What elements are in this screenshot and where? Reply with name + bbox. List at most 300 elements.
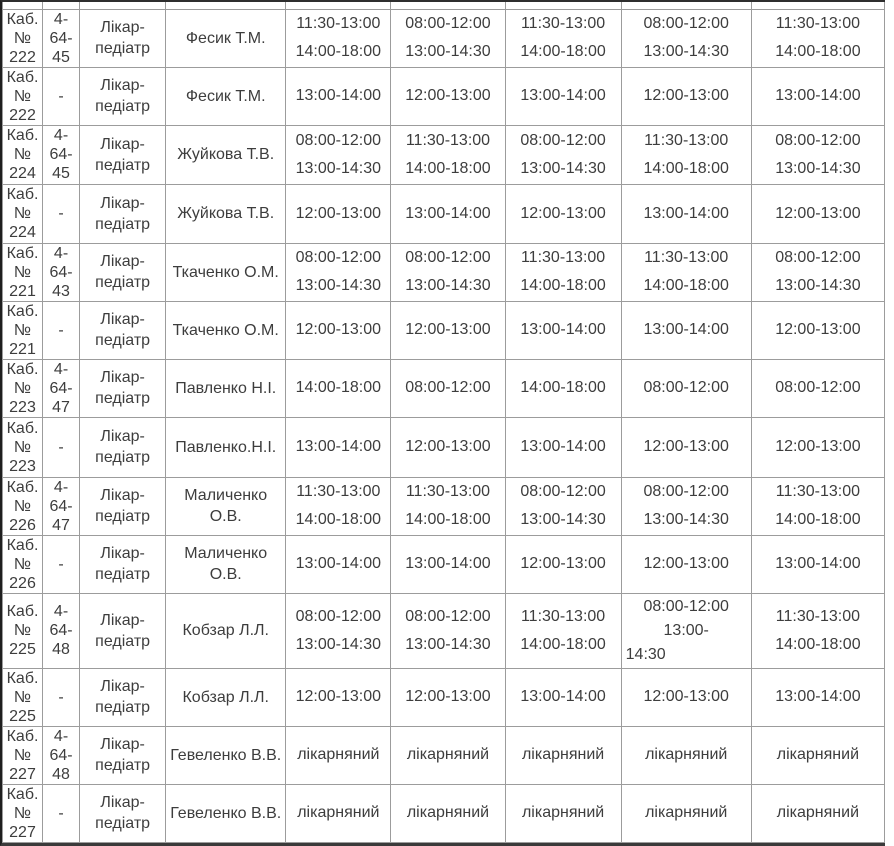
cabinet-cell-text: Каб.: [6, 785, 39, 803]
cabinet-cell-text: 225: [9, 707, 36, 725]
time-cell: [621, 359, 751, 417]
time-cell: [391, 125, 505, 184]
time-cell: [751, 125, 884, 184]
time-cell-text: 08:00-12:00: [295, 131, 382, 149]
time-cell: [751, 668, 884, 726]
cabinet-cell-text: 221: [9, 282, 36, 300]
cabinet-cell-text: 224: [9, 224, 36, 241]
time-cell: [621, 477, 751, 535]
table-row: [3, 243, 885, 301]
time-cell-text: 12:00-13:00: [295, 688, 382, 705]
position-cell-text: педіатр: [95, 757, 151, 774]
cabinet-cell-text: 225: [9, 641, 36, 658]
time-cell-text: 13:00-14:00: [775, 555, 861, 572]
phone-cell: [43, 535, 80, 593]
time-cell-text: 08:00-12:00: [520, 483, 606, 500]
cabinet-cell: [3, 784, 43, 842]
time-cell-text: 14:00-18:00: [295, 43, 382, 60]
time-cell-text: 13:00-14:00: [520, 438, 606, 455]
cabinet-cell: [3, 593, 43, 668]
position-cell: [80, 184, 166, 243]
cabinet-cell-text: Каб.: [6, 302, 39, 320]
phone-cell-text: -: [58, 87, 64, 105]
cabinet-cell-text: Каб.: [6, 727, 39, 745]
table-row: [3, 184, 885, 243]
position-cell-text: Лікар-: [100, 794, 145, 811]
position-cell-text: Лікар-: [100, 194, 145, 212]
time-cell: [286, 726, 391, 784]
cabinet-cell: [3, 359, 43, 417]
position-cell-text: педіатр: [95, 390, 151, 407]
time-cell: [391, 184, 505, 243]
cabinet-cell: [3, 243, 43, 301]
table-row: [3, 535, 885, 593]
cropped-cell: [3, 2, 43, 9]
table-row: [3, 125, 885, 184]
time-cell-text: 11:30-13:00: [520, 15, 606, 32]
doctor-cell: [166, 726, 286, 784]
doctor-cell: [166, 184, 286, 243]
phone-cell-text: -: [58, 321, 64, 339]
position-cell-text: Лікар-: [100, 428, 145, 445]
time-cell: [391, 9, 505, 67]
time-cell-text: 14:00-18:00: [520, 379, 606, 396]
phone-cell-text: -: [58, 438, 64, 456]
phone-cell-text: 64-: [49, 146, 73, 163]
time-cell-text: 11:30-13:00: [296, 483, 381, 500]
time-cell: [751, 535, 884, 593]
phone-cell: [43, 477, 80, 535]
time-cell: [391, 668, 505, 726]
position-cell: [80, 9, 166, 67]
phone-cell-text: 64-: [49, 29, 73, 47]
cabinet-cell: [3, 726, 43, 784]
cabinet-cell-text: №: [13, 321, 32, 339]
cabinet-cell-text: 226: [9, 574, 36, 592]
phone-cell-text: 4-: [53, 244, 69, 262]
position-cell-text: Лікар-: [100, 311, 145, 328]
cabinet-cell-text: Каб.: [6, 244, 39, 262]
time-cell: [751, 477, 884, 535]
doctor-cell-text: Гевеленко В.В.: [170, 746, 282, 764]
time-cell-text: 08:00-12:00: [405, 15, 491, 32]
time-cell-text: лікарняний: [297, 804, 380, 821]
time-cell: [286, 359, 391, 417]
position-cell-text: педіатр: [95, 332, 151, 349]
time-cell-text: 14:00-18:00: [520, 635, 606, 653]
phone-cell-text: 64-: [49, 622, 73, 639]
cabinet-cell-text: №: [13, 379, 32, 397]
time-cell-text: 13:00-14:00: [775, 87, 861, 104]
cabinet-cell-text: 227: [9, 765, 36, 783]
time-cell-text: 13:00-14:00: [295, 555, 382, 572]
phone-cell-text: 47: [52, 516, 70, 534]
position-cell: [80, 668, 166, 726]
position-cell-text: Лікар-: [100, 545, 145, 562]
cabinet-cell-text: Каб.: [6, 186, 39, 203]
cabinet-cell-text: №: [13, 804, 32, 822]
time-cell-text: 08:00-12:00: [775, 379, 861, 396]
phone-cell-text: 64-: [49, 497, 73, 515]
time-cell-text: 12:00-13:00: [520, 555, 606, 572]
position-cell: [80, 359, 166, 417]
schedule-table: [2, 2, 885, 843]
table-row: [3, 726, 885, 784]
time-cell-text: 13:00-14:30: [520, 159, 606, 177]
cabinet-cell-text: 223: [9, 457, 36, 475]
position-cell-text: Лікар-: [100, 253, 145, 270]
doctor-cell: [166, 9, 286, 67]
cabinet-cell-text: Каб.: [6, 603, 39, 620]
cabinet-cell-text: №: [13, 29, 32, 47]
time-cell-text: 08:00-12:00: [643, 15, 729, 32]
doctor-cell-text: Фесик Т.М.: [185, 29, 266, 47]
time-cell-text: 08:00-12:00: [295, 607, 382, 625]
time-cell-text: 13:00-14:00: [643, 204, 729, 222]
table-row: [3, 477, 885, 535]
time-cell: [505, 417, 621, 477]
table-row: [3, 9, 885, 67]
position-cell-text: педіатр: [95, 699, 151, 716]
time-cell: [751, 417, 884, 477]
time-cell-text: 12:00-13:00: [295, 204, 382, 222]
time-cell-text: 08:00-12:00: [643, 379, 729, 396]
time-cell-text: 13:00-14:00: [520, 87, 606, 104]
cabinet-cell: [3, 535, 43, 593]
doctor-cell-text: Ткаченко О.М.: [172, 321, 279, 339]
cabinet-cell: [3, 301, 43, 359]
time-cell-text: лікарняний: [521, 746, 605, 763]
time-cell: [505, 9, 621, 67]
cabinet-cell-text: Каб.: [6, 10, 39, 28]
table-row: [3, 67, 885, 125]
phone-cell: [43, 9, 80, 67]
time-cell: [621, 593, 751, 668]
position-cell: [80, 477, 166, 535]
time-cell-text: 13:00-14:30: [405, 43, 491, 60]
phone-cell: [43, 726, 80, 784]
doctor-cell-text: Жуйкова Т.В.: [177, 146, 275, 163]
time-cell-text: 13:00-14:30: [643, 43, 729, 60]
phone-cell-text: 64-: [49, 263, 73, 281]
time-cell-text: лікарняний: [645, 804, 728, 821]
time-cell: [621, 726, 751, 784]
table-row: [3, 784, 885, 842]
phone-cell: [43, 243, 80, 301]
table-row: [3, 301, 885, 359]
doctor-cell-text: Фесик Т.М.: [185, 87, 266, 105]
time-cell: [505, 593, 621, 668]
cabinet-cell-text: №: [13, 87, 32, 105]
phone-cell-text: 48: [52, 641, 70, 658]
cropped-cell: [391, 2, 505, 9]
cabinet-cell-text: 222: [9, 106, 36, 124]
time-cell-text: 13:00-14:00: [405, 555, 491, 572]
doctor-cell-text: О.В.: [209, 508, 242, 525]
doctor-cell: [166, 125, 286, 184]
time-cell: [286, 417, 391, 477]
time-cell: [505, 243, 621, 301]
doctor-cell-text: Маличенко: [184, 487, 268, 504]
phone-cell-text: -: [58, 688, 64, 706]
doctor-cell: [166, 417, 286, 477]
doctor-cell: [166, 359, 286, 417]
cabinet-cell-text: Каб.: [6, 68, 39, 86]
cropped-cell: [621, 2, 751, 9]
time-cell-text: 12:00-13:00: [405, 438, 491, 455]
time-cell: [391, 535, 505, 593]
time-cell-text: 13:00-14:00: [775, 688, 861, 705]
doctor-cell-text: Кобзар Л.Л.: [182, 622, 269, 639]
phone-cell-text: 64-: [49, 746, 73, 764]
cropped-cell: [43, 2, 80, 9]
cabinet-cell: [3, 417, 43, 477]
time-cell-text: 11:30-13:00: [296, 15, 381, 32]
time-cell-text: 12:00-13:00: [520, 204, 606, 222]
time-cell-text: 13:00-14:30: [775, 159, 861, 177]
doctor-cell: [166, 535, 286, 593]
time-cell-text: 11:30-13:00: [775, 15, 860, 32]
time-cell: [391, 359, 505, 417]
time-cell: [505, 301, 621, 359]
time-cell-text: 14:00-18:00: [775, 511, 861, 528]
time-cell-text: 13:00-14:00: [295, 438, 382, 455]
cabinet-cell-text: №: [13, 205, 32, 222]
phone-cell-text: 4-: [53, 10, 69, 28]
time-cell-text: 13:00-14:30: [643, 511, 729, 528]
time-cell-text: 14:00-18:00: [775, 635, 861, 653]
cabinet-cell: [3, 9, 43, 67]
time-cell: [751, 301, 884, 359]
time-cell: [505, 67, 621, 125]
time-cell: [621, 535, 751, 593]
time-cell-text: 13:00-14:30: [775, 277, 861, 294]
position-cell: [80, 243, 166, 301]
time-cell: [505, 184, 621, 243]
doctor-cell: [166, 301, 286, 359]
time-cell: [621, 784, 751, 842]
phone-cell-text: 4-: [53, 360, 69, 378]
time-cell: [621, 301, 751, 359]
position-cell-text: Лікар-: [100, 19, 145, 36]
phone-cell: [43, 125, 80, 184]
position-cell: [80, 125, 166, 184]
cropped-cell: [166, 2, 286, 9]
cropped-cell: [751, 2, 884, 9]
time-cell: [505, 125, 621, 184]
cabinet-cell-text: 222: [9, 48, 36, 66]
phone-cell: [43, 67, 80, 125]
time-cell-text: лікарняний: [406, 804, 490, 821]
time-cell-text: 13:00-14:30: [295, 159, 382, 177]
position-cell: [80, 67, 166, 125]
cropped-cell: [505, 2, 621, 9]
time-cell-text: 11:30-13:00: [775, 607, 860, 625]
cabinet-cell-text: №: [13, 263, 32, 281]
time-cell-text: 12:00-13:00: [405, 321, 491, 338]
table-row: [3, 359, 885, 417]
phone-cell-text: 43: [52, 282, 70, 300]
position-cell: [80, 417, 166, 477]
time-cell-text: 12:00-13:00: [643, 688, 729, 705]
cabinet-cell-text: №: [13, 622, 32, 639]
time-cell: [286, 125, 391, 184]
time-cell: [391, 417, 505, 477]
position-cell-text: Лікар-: [100, 77, 145, 94]
schedule-table-body: [3, 9, 885, 842]
time-cell: [391, 243, 505, 301]
doctor-cell: [166, 67, 286, 125]
time-cell: [391, 784, 505, 842]
time-cell: [286, 668, 391, 726]
phone-cell-text: 48: [52, 765, 70, 783]
position-cell: [80, 301, 166, 359]
position-cell: [80, 726, 166, 784]
time-cell-text: 14:00-18:00: [775, 43, 861, 60]
time-cell-text: 08:00-12:00: [643, 597, 729, 615]
time-cell-text: лікарняний: [776, 746, 860, 763]
position-cell-text: Лікар-: [100, 611, 145, 629]
doctor-cell-text: Гевеленко В.В.: [170, 804, 282, 822]
time-cell: [751, 184, 884, 243]
time-cell-text: 12:00-13:00: [405, 87, 491, 104]
time-cell: [751, 784, 884, 842]
phone-cell-text: 64-: [49, 379, 73, 397]
position-cell-text: педіатр: [95, 274, 151, 291]
cabinet-cell: [3, 184, 43, 243]
time-cell-text: 11:30-13:00: [775, 483, 860, 500]
time-cell: [391, 726, 505, 784]
time-cell-text: 14:00-18:00: [643, 159, 729, 177]
time-cell: [621, 9, 751, 67]
time-cell: [391, 477, 505, 535]
time-cell: [751, 593, 884, 668]
phone-cell-text: 45: [52, 165, 70, 182]
time-cell: [621, 125, 751, 184]
table-row: [3, 668, 885, 726]
time-cell-text: 14:00-18:00: [295, 379, 382, 396]
time-cell-text: 08:00-12:00: [405, 249, 491, 266]
time-cell-text: 14:00-18:00: [643, 277, 729, 294]
cabinet-cell: [3, 125, 43, 184]
time-cell-text: 13:00-14:30: [295, 635, 382, 653]
time-cell-text: 13:00-14:30: [405, 277, 491, 294]
table-row: [3, 593, 885, 668]
time-cell-text: лікарняний: [776, 804, 860, 821]
time-cell-text: 14:00-18:00: [405, 511, 491, 528]
cropped-row-top: [3, 2, 885, 9]
position-cell-text: педіатр: [95, 508, 151, 525]
phone-cell-text: -: [58, 205, 64, 222]
phone-cell: [43, 593, 80, 668]
cabinet-cell-text: №: [13, 438, 32, 456]
phone-cell: [43, 359, 80, 417]
cabinet-cell-text: 224: [9, 165, 36, 182]
cabinet-cell-text: №: [13, 746, 32, 764]
doctor-cell-text: Павленко.Н.І.: [175, 438, 277, 456]
time-cell: [286, 184, 391, 243]
time-cell-text: лікарняний: [521, 804, 605, 821]
phone-cell: [43, 301, 80, 359]
time-cell: [286, 593, 391, 668]
cropped-cell: [286, 2, 391, 9]
time-cell-text: 08:00-12:00: [295, 249, 382, 266]
time-cell-text: 14:00-18:00: [520, 43, 606, 60]
position-cell: [80, 784, 166, 842]
phone-cell: [43, 784, 80, 842]
time-cell-text: 12:00-13:00: [775, 438, 861, 455]
position-cell-text: педіатр: [95, 632, 151, 650]
time-cell: [505, 726, 621, 784]
doctor-cell: [166, 477, 286, 535]
position-cell-text: Лікар-: [100, 487, 145, 504]
time-cell: [751, 243, 884, 301]
time-cell-text: 13:00-14:00: [520, 321, 606, 338]
time-cell: [751, 359, 884, 417]
time-cell-text: 13:00-14:30: [295, 277, 382, 294]
time-cell-text: 13:00-14:30: [405, 635, 491, 653]
cabinet-cell-text: №: [13, 497, 32, 515]
time-cell: [621, 668, 751, 726]
time-cell-text: 08:00-12:00: [775, 131, 861, 149]
time-cell-text: 14:00-18:00: [520, 277, 606, 294]
time-cell: [621, 243, 751, 301]
phone-cell-text: 45: [52, 48, 70, 66]
position-cell: [80, 535, 166, 593]
time-cell-text: 13:00-14:00: [520, 688, 606, 705]
position-cell-text: педіатр: [95, 449, 151, 466]
time-cell-text: 14:00-18:00: [405, 159, 491, 177]
phone-cell-text: -: [58, 804, 64, 822]
time-cell-text: 13:00-14:00: [405, 204, 491, 222]
phone-cell-text: 4-: [53, 127, 69, 144]
cabinet-cell-text: Каб.: [6, 669, 39, 687]
phone-cell-text: 4-: [53, 478, 69, 496]
time-cell-text: 12:00-13:00: [643, 87, 729, 104]
cabinet-cell-text: №: [13, 688, 32, 706]
position-cell-text: педіатр: [95, 156, 151, 174]
cabinet-cell-text: Каб.: [6, 478, 39, 496]
position-cell-text: педіатр: [95, 98, 151, 115]
cabinet-cell: [3, 67, 43, 125]
cabinet-cell-text: №: [13, 555, 32, 573]
time-cell-text: 13:00-14:00: [295, 87, 382, 104]
time-cell-text: 08:00-12:00: [775, 249, 861, 266]
time-cell-text: 12:00-13:00: [295, 321, 382, 338]
time-cell: [286, 784, 391, 842]
cabinet-cell-text: 223: [9, 398, 36, 416]
time-cell: [505, 784, 621, 842]
time-cell-text: 08:00-12:00: [643, 483, 729, 500]
time-cell-text: лікарняний: [645, 746, 728, 763]
time-cell: [751, 726, 884, 784]
time-cell: [751, 67, 884, 125]
position-cell-text: Лікар-: [100, 736, 145, 753]
table-row: [3, 417, 885, 477]
time-cell: [621, 184, 751, 243]
time-cell: [621, 417, 751, 477]
cropped-cell: [80, 2, 166, 9]
time-cell-text: лікарняний: [406, 746, 490, 763]
time-cell: [391, 593, 505, 668]
time-cell: [286, 67, 391, 125]
doctor-cell: [166, 784, 286, 842]
doctor-cell: [166, 668, 286, 726]
cabinet-cell: [3, 668, 43, 726]
time-cell-text: 11:30-13:00: [405, 131, 491, 149]
time-cell: [505, 359, 621, 417]
phone-cell: [43, 184, 80, 243]
